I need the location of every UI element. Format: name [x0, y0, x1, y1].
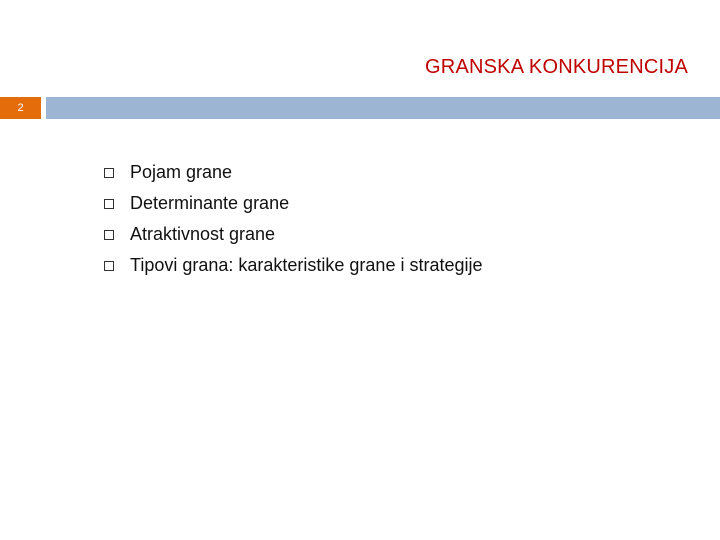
bullet-item: [104, 188, 483, 219]
slide-title: GRANSKA KONKURENCIJA: [425, 56, 688, 78]
bullet-text: Atraktivnost grane: [130, 224, 276, 244]
bullet-item: [104, 157, 483, 188]
square-bullet-icon: [104, 261, 114, 271]
square-bullet-icon: [104, 168, 114, 178]
bullet-text: Tipovi grana: karakteristike grane i strategije: [130, 255, 483, 275]
bullet-item: [104, 219, 483, 250]
bullet-text: Determinante grane: [130, 193, 290, 213]
slide-number: 2: [0, 97, 41, 119]
square-bullet-icon: [104, 230, 114, 240]
title-bar: [46, 97, 720, 119]
bullet-list: [104, 157, 483, 281]
square-bullet-icon: [104, 199, 114, 209]
bullet-text: Pojam grane: [130, 162, 233, 182]
bullet-item: [104, 250, 483, 281]
